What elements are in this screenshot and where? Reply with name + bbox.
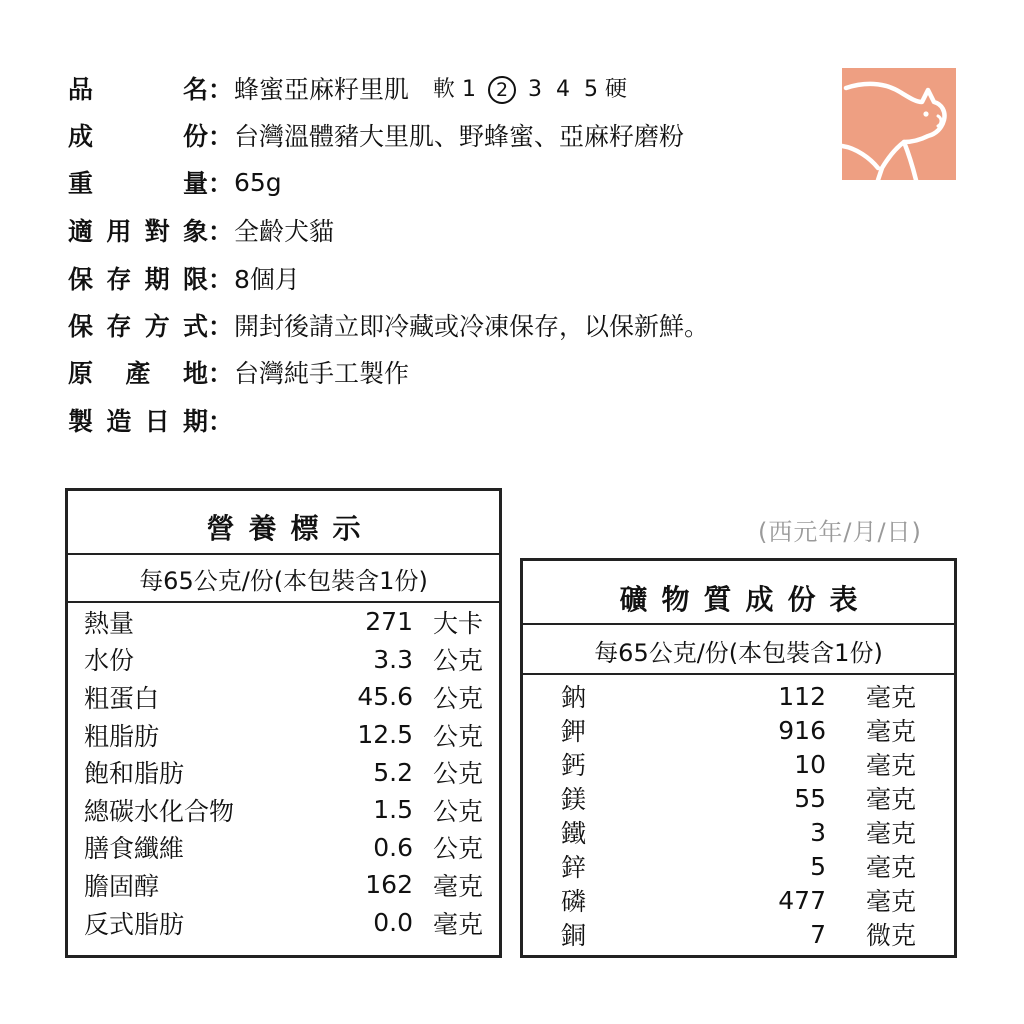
- info-row: [68, 68, 627, 108]
- nutrition-row: [84, 678, 483, 716]
- nutrition-row: [84, 603, 483, 641]
- nutrient-value: 45.6: [357, 682, 413, 712]
- mineral-name: 鋅: [561, 853, 587, 882]
- nutrition-row: [84, 641, 483, 679]
- info-row: [68, 115, 684, 155]
- info-colon: ：: [208, 75, 234, 104]
- nutrient-value: 271: [365, 607, 413, 637]
- info-value: 台灣純手工製作: [234, 359, 410, 388]
- mineral-value: 5: [810, 851, 826, 881]
- nutrition-serving: 每65公克/份(本包裝含1份): [139, 567, 428, 595]
- nutrient-name: 熱量: [84, 608, 135, 638]
- mineral-name: 鉀: [561, 717, 587, 746]
- info-label: 製 造 日 期: [68, 407, 208, 436]
- mineral-name: 鐵: [561, 819, 587, 848]
- mineral-row: [561, 747, 916, 781]
- mineral-name: 銅: [561, 921, 587, 950]
- mineral-row: [561, 781, 916, 815]
- mineral-rows: [561, 679, 916, 951]
- nutrient-name: 總碳水化合物: [84, 796, 235, 826]
- nutrient-value: 5.2: [373, 757, 413, 787]
- hardness-level: 1: [462, 77, 477, 102]
- mineral-unit: 毫克: [865, 785, 916, 814]
- mineral-name: 鎂: [561, 785, 587, 814]
- info-row: [68, 305, 709, 345]
- pig-icon: [842, 68, 956, 180]
- info-colon: ：: [208, 265, 234, 294]
- hardness-level: 4: [556, 77, 571, 102]
- mineral-row: [561, 849, 916, 883]
- mineral-value: 55: [794, 783, 826, 813]
- mineral-unit: 毫克: [865, 717, 916, 746]
- hardness-level: 3: [528, 77, 543, 102]
- info-value: 65g: [234, 167, 282, 197]
- mineral-value: 3: [810, 817, 826, 847]
- info-value: 台灣溫體豬大里肌、野蜂蜜、亞麻籽磨粉: [234, 122, 685, 151]
- info-row: [68, 210, 334, 250]
- nutrition-title: 營養標示: [206, 512, 375, 545]
- info-row: [68, 162, 282, 202]
- nutrient-unit: 毫克: [432, 871, 483, 901]
- nutrient-unit: 公克: [432, 759, 483, 789]
- info-label: 重 量: [68, 169, 208, 198]
- info-colon: ：: [208, 312, 234, 341]
- mineral-row: [561, 883, 916, 917]
- mineral-unit: 毫克: [865, 751, 916, 780]
- mineral-unit: 毫克: [865, 853, 916, 882]
- info-colon: ：: [208, 217, 234, 246]
- divider: [523, 623, 954, 625]
- mineral-value: 10: [794, 749, 826, 779]
- mineral-name: 鈣: [561, 751, 587, 780]
- mineral-row: [561, 917, 916, 951]
- mineral-value: 112: [778, 681, 826, 711]
- minerals-title: 礦物質成份表: [619, 583, 872, 616]
- hardness-hard-label: 硬: [605, 77, 628, 102]
- nutrient-value: 3.3: [373, 644, 413, 674]
- info-label: 成 份: [68, 122, 208, 151]
- nutrient-value: 1.5: [373, 795, 413, 825]
- nutrient-unit: 毫克: [432, 909, 483, 939]
- nutrient-unit: 公克: [432, 683, 483, 713]
- mineral-value: 7: [810, 919, 826, 949]
- mineral-unit: 毫克: [865, 887, 916, 916]
- mineral-unit: 毫克: [865, 819, 916, 848]
- nutrition-row: [84, 753, 483, 791]
- mineral-row: [561, 679, 916, 713]
- nutrient-name: 粗脂肪: [84, 721, 160, 751]
- nutrition-row: [84, 904, 483, 942]
- nutrient-unit: 公克: [432, 796, 483, 826]
- nutrient-name: 飽和脂肪: [84, 759, 185, 789]
- nutrient-name: 膽固醇: [84, 871, 160, 901]
- info-row: [68, 352, 409, 392]
- date-format-note: (西元年/月/日): [758, 518, 922, 546]
- nutrient-unit: 公克: [432, 834, 483, 864]
- hardness-level-selected: 2: [488, 76, 516, 104]
- info-colon: ：: [208, 122, 234, 151]
- nutrient-unit: 公克: [432, 646, 483, 676]
- info-row: [68, 400, 234, 440]
- hardness-level: 5: [584, 77, 599, 102]
- info-value: 8個月: [234, 265, 300, 294]
- nutrient-name: 粗蛋白: [84, 683, 160, 713]
- nutrition-row: [84, 866, 483, 904]
- info-value: 蜂蜜亞麻籽里肌: [234, 75, 410, 104]
- nutrition-rows: [84, 603, 483, 941]
- mineral-row: [561, 713, 916, 747]
- hardness-scale: [433, 72, 627, 104]
- nutrient-name: 膳食纖維: [84, 834, 185, 864]
- info-label: 適 用 對 象: [68, 217, 208, 246]
- nutrient-unit: 大卡: [432, 608, 483, 638]
- mineral-unit: 微克: [865, 921, 916, 950]
- mineral-unit: 毫克: [865, 683, 916, 712]
- nutrient-unit: 公克: [432, 721, 483, 751]
- info-colon: ：: [208, 359, 234, 388]
- mineral-name: 鈉: [561, 683, 587, 712]
- nutrition-row: [84, 791, 483, 829]
- nutrient-name: 反式脂肪: [84, 909, 185, 939]
- minerals-serving: 每65公克/份(本包裝含1份): [594, 639, 883, 667]
- nutrient-value: 0.0: [373, 908, 413, 938]
- hardness-soft-label: 軟: [433, 77, 456, 102]
- info-value: 開封後請立即冷藏或冷凍保存，以保新鮮。: [234, 312, 710, 341]
- nutrient-value: 12.5: [357, 720, 413, 750]
- nutrition-row: [84, 829, 483, 867]
- nutrient-value: 0.6: [373, 832, 413, 862]
- mineral-value: 477: [778, 885, 826, 915]
- info-label: 保 存 期 限: [68, 265, 208, 294]
- info-colon: ：: [208, 407, 234, 436]
- info-value: 全齡犬貓: [234, 217, 335, 246]
- info-colon: ：: [208, 169, 234, 198]
- mineral-row: [561, 815, 916, 849]
- info-label: 品 名: [68, 75, 208, 104]
- nutrient-name: 水份: [84, 646, 135, 676]
- info-label: 原 產 地: [68, 359, 208, 388]
- info-label: 保 存 方 式: [68, 312, 208, 341]
- divider: [523, 673, 954, 675]
- nutrition-row: [84, 716, 483, 754]
- info-row: [68, 258, 300, 298]
- mineral-value: 916: [778, 715, 826, 745]
- nutrition-panel: [65, 488, 502, 958]
- minerals-panel: [520, 558, 957, 958]
- nutrient-value: 162: [365, 870, 413, 900]
- divider: [68, 553, 499, 555]
- mineral-name: 磷: [561, 887, 587, 916]
